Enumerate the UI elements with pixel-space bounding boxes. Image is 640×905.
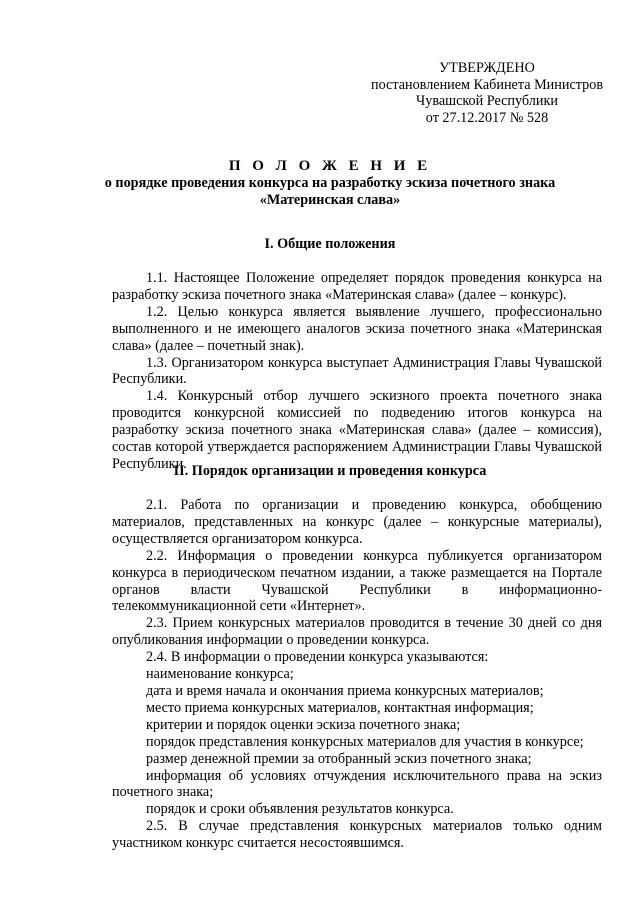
paragraph-1-2: 1.2. Целью конкурса является выявление лучшего, профессионально выполненного и не имеющего аналогов эскиза почетного знака «Материнская слава» (далее – почетный знак). [112,303,602,354]
paragraph-1-1: 1.1. Настоящее Положение определяет порядок проведения конкурса на разработку эскиза почетного знака «Материнская слава» (далее – конкурс). [112,270,602,303]
document-title: П О Л О Ж Е Н И Е [228,158,432,174]
paragraph-2-4: 2.4. В информации о проведении конкурса указываются: [146,649,489,666]
list-item: дата и время начала и окончания приема конкурсных материалов; [146,682,544,699]
paragraph-1-4: 1.4. Конкурсный отбор лучшего эскизного проекта почетного знака проводится конкурсной комиссией по подведению итогов конкурса на разработку эскиза почетного знака «Материнская слава» (далее – комиссия), состав которой утверждается распоряжением Администрации Главы Чувашской Республики. [112,388,602,472]
list-item: критерии и порядок оценки эскиза почетного знака; [146,716,461,733]
list-item: информация об условиях отчуждения исключительного права на эскиз почетного знака; [112,767,602,801]
approval-stamp [362,60,612,126]
paragraph-2-1: 2.1. Работа по организации и проведению конкурса, обобщению материалов, представленных на конкурс (далее – конкурсные материалы), осуществляется организатором конкурса. [112,497,602,547]
section-2-heading: II. Порядок организации и проведения конкурса [173,463,487,479]
document-title-block [60,157,600,208]
paragraph-1-3: 1.3. Организатором конкурса выступает Администрация Главы Чувашской Республики. [112,354,602,388]
paragraph-2-3: 2.3. Прием конкурсных материалов проводится в течение 30 дней со дня опубликования информации о проведении конкурса. [112,615,602,649]
approval-line-3: от 27.12.2017 № 528 [425,109,549,126]
list-item: размер денежной премии за отобранный эскиз почетного знака; [146,750,532,767]
list-item: порядок и сроки объявления результатов конкурса. [146,801,454,818]
section-2-body [112,497,602,852]
paragraph-2-5: 2.5. В случае представления конкурсных материалов только одним участником конкурс считается несостоявшимся. [112,818,602,852]
list-item: порядок представления конкурсных материалов для участия в конкурсе; [146,733,584,750]
section-1-heading: I. Общие положения [264,236,396,252]
approval-line-2: Чувашской Республики [416,93,558,109]
document-subtitle-line-2: «Материнская слава» [259,191,401,208]
list-item: место приема конкурсных материалов, контактная информация; [146,699,534,716]
document-subtitle-line-1: о порядке проведения конкурса на разработку эскиза почетного знака [104,175,556,191]
approval-label: УТВЕРЖДЕНО [439,60,535,76]
section-1-body [112,270,602,473]
approval-line-1: постановлением Кабинета Министров [370,76,604,93]
paragraph-2-2: 2.2. Информация о проведении конкурса публикуется организатором конкурса в периодическом печатном издании, а также размещается на Портале органов власти Чувашской Республики в информационно-телекоммуникационной сети «Интернет». [112,547,602,615]
list-item: наименование конкурса; [146,666,294,683]
